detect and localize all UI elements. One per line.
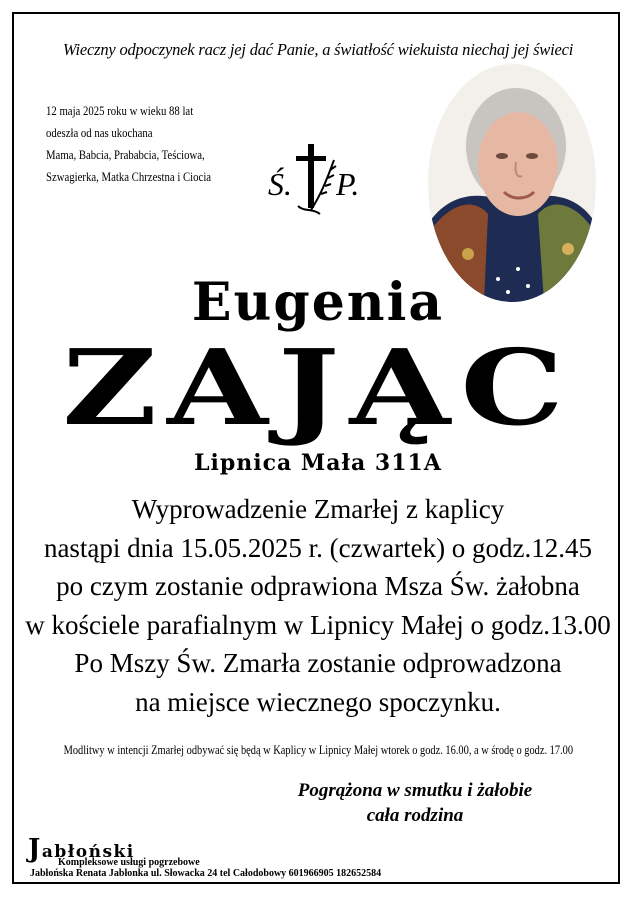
announcement-line: Po Mszy Św. Zmarła zostanie odprowadzona xyxy=(74,648,562,678)
announcement-line: w kościele parafialnym w Lipnicy Małej o godz.13.00 xyxy=(25,609,611,640)
intro-line: Szwagierka, Matka Chrzestna i Ciocia xyxy=(46,170,212,184)
family-line: Pogrążona w smutku i żałobie xyxy=(297,780,533,801)
given-name: Eugenia xyxy=(191,272,445,333)
prayer-motto: Wieczny odpoczynek racz jej dać Panie, a światłość wiekuista niechaj jej świeci xyxy=(62,40,574,59)
family-line: cała rodzina xyxy=(366,805,464,826)
announcement-line: nastąpi dnia 15.05.2025 r. (czwartek) o godz.12.45 xyxy=(43,532,593,563)
portrait-image xyxy=(428,64,596,302)
intro-text xyxy=(46,100,218,188)
logo-name: abłoński xyxy=(41,842,135,862)
sp-left: Ś. xyxy=(268,166,292,202)
intro-line: Mama, Babcia, Prababcia, Teściowa, xyxy=(46,148,205,162)
cross-emblem xyxy=(268,140,360,220)
address: Lipnica Mała 311A xyxy=(194,450,442,476)
intro-line: odeszła od nas ukochana xyxy=(46,126,153,140)
prayer-note: Modlitwy w intencji Zmarłej odbywać się będą w Kaplicy w Lipnicy Małej wtorek o godz. 16.00, a w środę o godz. 17.00 xyxy=(63,742,574,757)
cross-icon xyxy=(290,140,338,220)
logo-initial: J xyxy=(28,834,42,864)
funeral-home-contact: Jabłońska Renata Jabłonka ul. Słowacka 24 tel Całodobowy 601966905 182652584 xyxy=(30,868,382,879)
surname: ZAJĄC xyxy=(62,326,574,449)
funeral-announcement xyxy=(0,490,636,721)
family-signature xyxy=(250,778,580,828)
intro-line: 12 maja 2025 roku w wieku 88 lat xyxy=(46,104,194,118)
funeral-home-tagline: Kompleksowe usługi pogrzebowe xyxy=(58,857,200,868)
funeral-home-logo xyxy=(28,834,382,879)
portrait-photo xyxy=(428,64,596,302)
announcement-line: po czym zostanie odprawiona Msza Św. żałobna xyxy=(56,571,580,601)
announcement-line: Wyprowadzenie Zmarłej z kaplicy xyxy=(131,494,505,524)
sp-right: P. xyxy=(336,166,360,202)
announcement-line: na miejsce wiecznego spoczynku. xyxy=(135,686,501,717)
